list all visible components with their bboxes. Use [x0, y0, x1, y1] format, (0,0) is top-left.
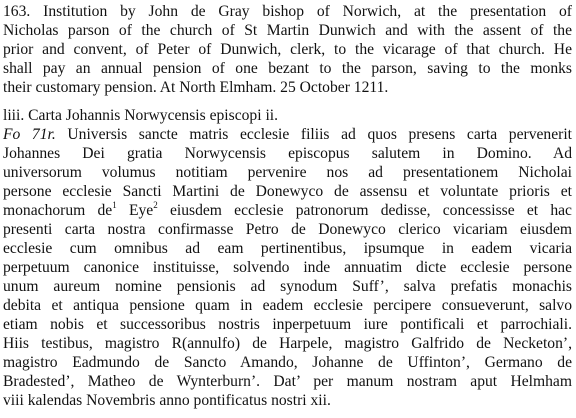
- charter-line: unum aureum nomine pensionis ad synodum Suff’, salva prefatis monachis: [3, 278, 572, 295]
- footnote-marker: 2: [153, 199, 158, 210]
- folio-reference: Fo 71r.: [3, 126, 56, 143]
- entry-summary-line: shall pay an annual pension of one bezant to the parson, saving to the monks: [3, 60, 572, 77]
- charter-line: debita et antiqua pensione quam in eadem ecclesie percipere consueverunt, salvo: [3, 297, 572, 314]
- charter-line: Bradested’, Matheo de Wynterburn’. Dat’ per manum nostram aput Helmham: [3, 373, 572, 390]
- charter-line: persone ecclesie Sancti Martini de Donewyco de assensu et voluntate prioris et: [3, 183, 572, 200]
- charter-line: perpetuum canonice instituisse, solvendo inde annuatim dicte ecclesie persone: [3, 259, 572, 276]
- charter-line: universorum volumus notitiam pervenire nos ad presentationem Nicholai: [3, 164, 572, 181]
- entry-number: 163.: [3, 3, 31, 20]
- charter-line: [3, 125, 572, 144]
- entry-summary-line: Nicholas parson of the church of St Martin Dunwich and with the assent of the: [3, 22, 572, 39]
- entry-summary-line: their customary pension. At North Elmham. 25 October 1211.: [3, 79, 389, 96]
- charter-line: magistro Eadmundo de Sancto Amando, Johanne de Uffinton’, Germano de: [3, 354, 572, 371]
- charter-text: Universis sancte matris ecclesie filiis ad quos presens carta pervenerit: [67, 126, 572, 143]
- charter-line: Hiis testibus, magistro R(annulfo) de Harpele, magistro Galfrido de Necketon’,: [3, 335, 572, 352]
- charter-text: eiusdem ecclesie patronorum dedisse, concessisse et hac: [157, 202, 572, 219]
- charter-line: ecclesie cum omnibus ad eam pertinentibus, ipsumque in eadem vicaria: [3, 240, 572, 257]
- footnote-marker: 1: [112, 199, 117, 210]
- charter-line: etiam nobis et successoribus nostris inperpetuum iure pontificali et parrochiali.: [3, 316, 572, 333]
- charter-text: monachorum de: [3, 202, 113, 219]
- charter-text: Eye: [116, 202, 154, 219]
- charter-heading: liii. Carta Johannis Norwycensis episcopi ii.: [3, 107, 279, 124]
- charter-line: viii kalendas Novembris anno pontificatus nostri xii.: [3, 392, 331, 409]
- charter-line: presenti carta nostra confirmasse Petro de Donewyco clerico vicariam eiusdem: [3, 221, 572, 238]
- charter-line: [3, 201, 572, 220]
- charter-line: Johannes Dei gratia Norwycensis episcopus salutem in Domino. Ad: [3, 145, 572, 162]
- entry-summary-text: Institution by John de Gray bishop of Norwich, at the presentation of: [43, 3, 572, 20]
- entry-line-1: [3, 2, 572, 21]
- entry-summary-line: prior and convent, of Peter of Dunwich, clerk, to the vicarage of that church. He: [3, 41, 572, 58]
